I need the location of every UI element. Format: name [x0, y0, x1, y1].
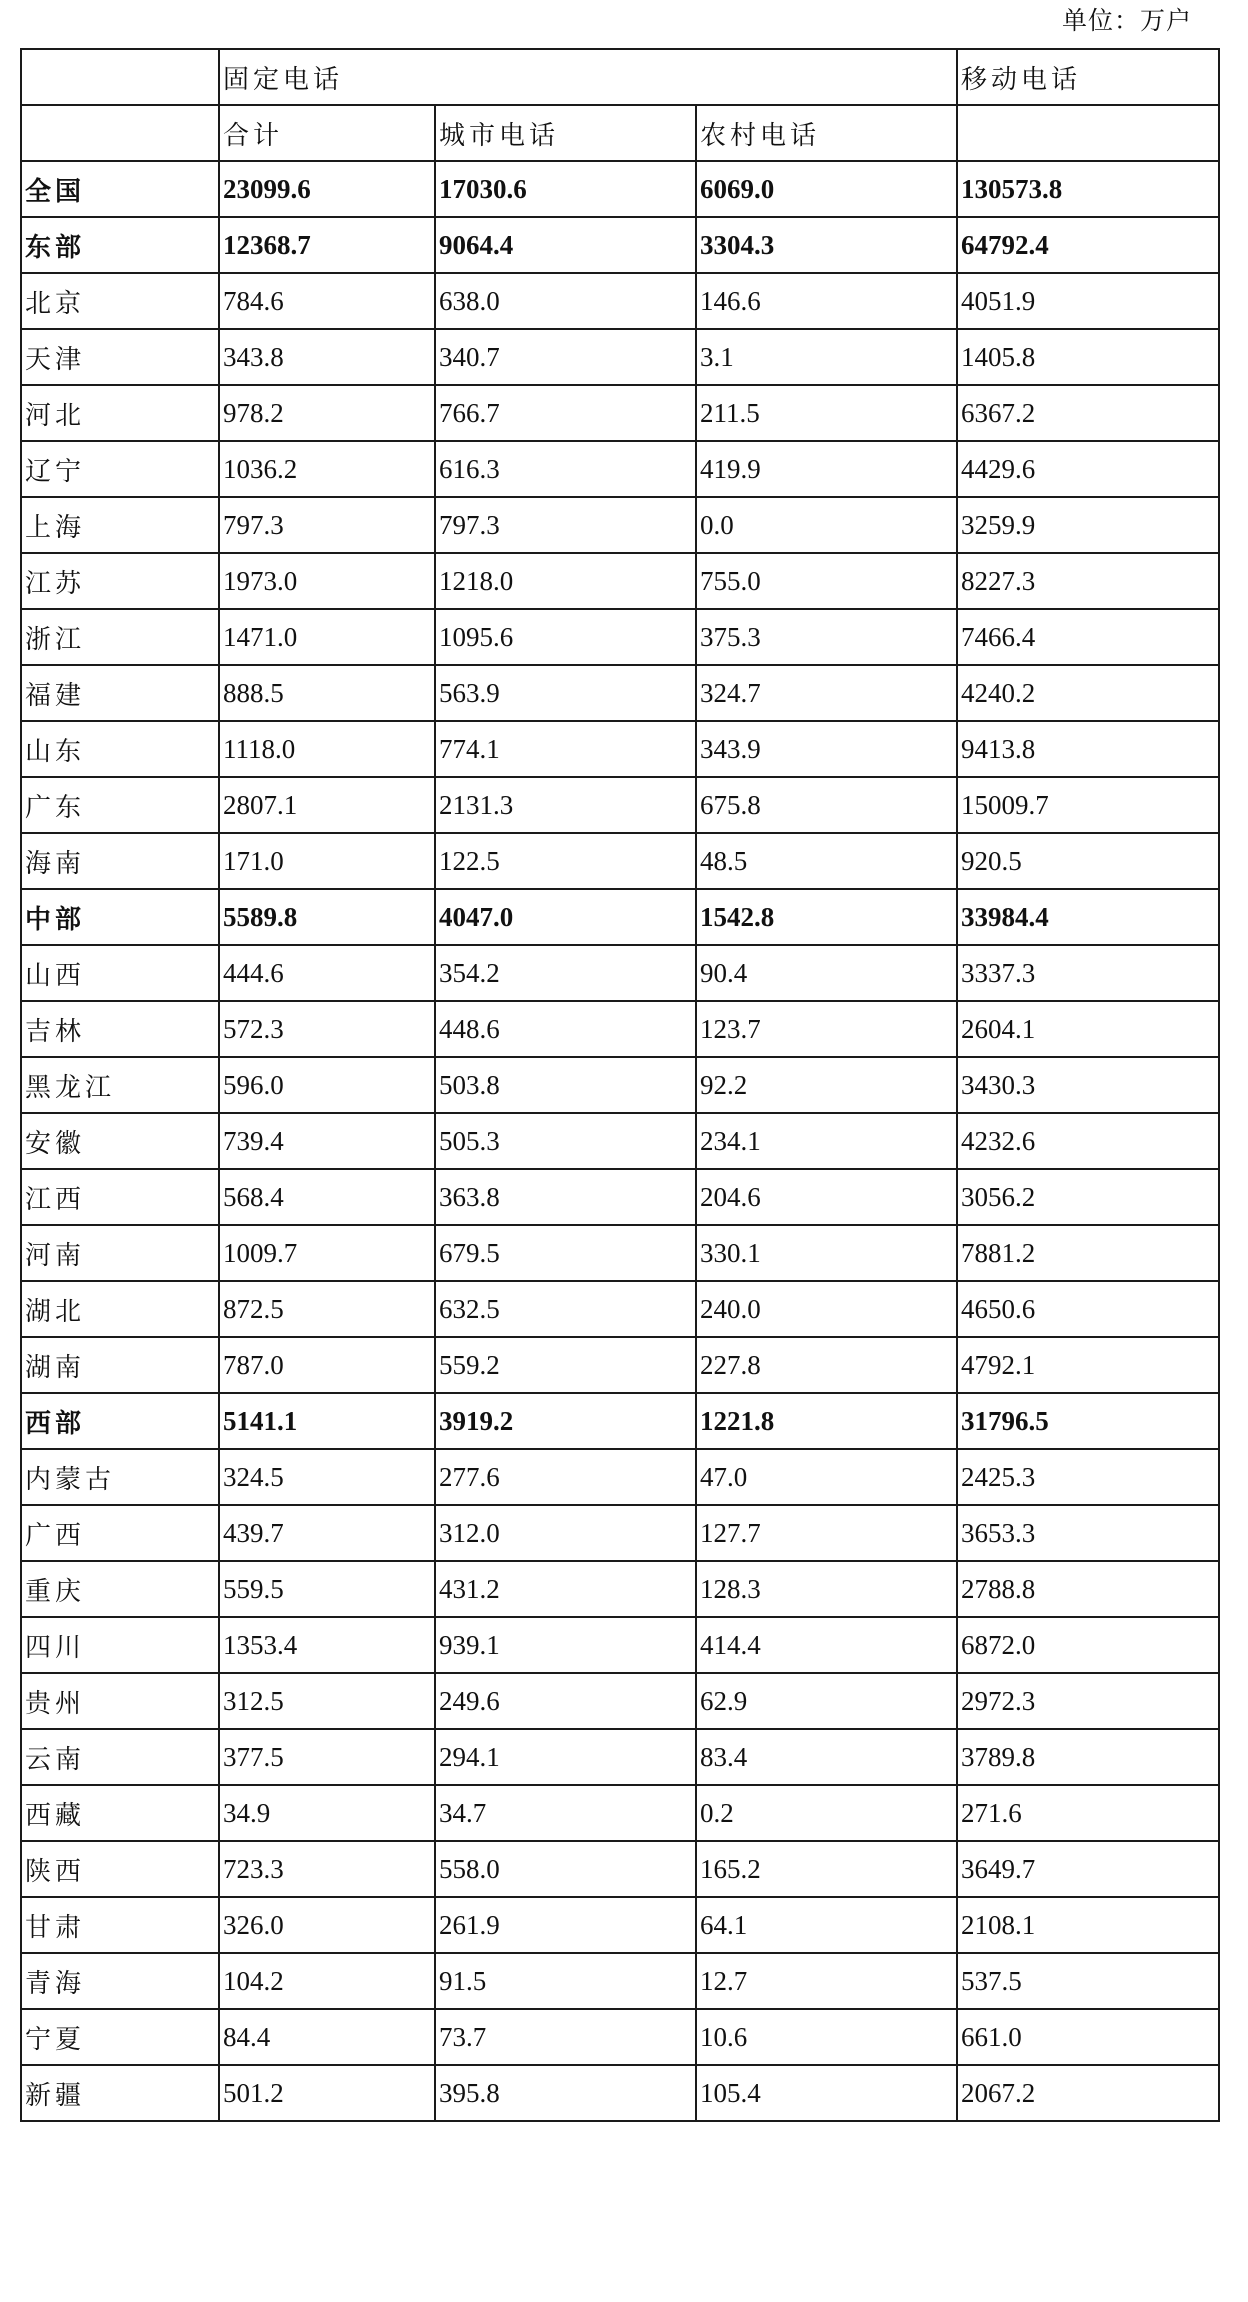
- table-row: [21, 329, 1219, 385]
- urban-cell: 558.0: [435, 1841, 696, 1897]
- rural-cell: 375.3: [696, 609, 957, 665]
- urban-cell: 431.2: [435, 1561, 696, 1617]
- total-cell: 104.2: [219, 1953, 435, 2009]
- region-name-cell: 东部: [21, 217, 219, 273]
- urban-cell: 363.8: [435, 1169, 696, 1225]
- table-row: [21, 609, 1219, 665]
- header-total: 合计: [219, 105, 435, 161]
- rural-cell: 47.0: [696, 1449, 957, 1505]
- rural-cell: 1221.8: [696, 1393, 957, 1449]
- region-name-cell: 北京: [21, 273, 219, 329]
- header-fixed-phone: 固定电话: [219, 49, 957, 105]
- table-row: [21, 2065, 1219, 2121]
- rural-cell: 90.4: [696, 945, 957, 1001]
- urban-cell: 122.5: [435, 833, 696, 889]
- total-cell: 444.6: [219, 945, 435, 1001]
- rural-cell: 92.2: [696, 1057, 957, 1113]
- table-row: [21, 1673, 1219, 1729]
- table-body: [21, 49, 1219, 2121]
- total-cell: 5589.8: [219, 889, 435, 945]
- rural-cell: 146.6: [696, 273, 957, 329]
- mobile-cell: 537.5: [957, 1953, 1219, 2009]
- region-name-cell: 新疆: [21, 2065, 219, 2121]
- total-cell: 34.9: [219, 1785, 435, 1841]
- urban-cell: 797.3: [435, 497, 696, 553]
- mobile-cell: 4429.6: [957, 441, 1219, 497]
- mobile-cell: 33984.4: [957, 889, 1219, 945]
- unit-label: 单位：万户: [1061, 6, 1192, 35]
- region-name-cell: 全国: [21, 161, 219, 217]
- table-row: [21, 1225, 1219, 1281]
- mobile-cell: 271.6: [957, 1785, 1219, 1841]
- table-row: [21, 1729, 1219, 1785]
- region-name-cell: 黑龙江: [21, 1057, 219, 1113]
- rural-cell: 83.4: [696, 1729, 957, 1785]
- table-row: [21, 1113, 1219, 1169]
- urban-cell: 277.6: [435, 1449, 696, 1505]
- header-row-1: [21, 49, 1219, 105]
- region-name-cell: 上海: [21, 497, 219, 553]
- total-cell: 559.5: [219, 1561, 435, 1617]
- header-corner-cell: [21, 49, 219, 105]
- urban-cell: 939.1: [435, 1617, 696, 1673]
- rural-cell: 64.1: [696, 1897, 957, 1953]
- table-row: [21, 497, 1219, 553]
- mobile-cell: 64792.4: [957, 217, 1219, 273]
- rural-cell: 675.8: [696, 777, 957, 833]
- region-name-cell: 吉林: [21, 1001, 219, 1057]
- urban-cell: 505.3: [435, 1113, 696, 1169]
- header-empty-cell: [21, 105, 219, 161]
- urban-cell: 261.9: [435, 1897, 696, 1953]
- total-cell: 2807.1: [219, 777, 435, 833]
- rural-cell: 128.3: [696, 1561, 957, 1617]
- mobile-cell: 3649.7: [957, 1841, 1219, 1897]
- region-name-cell: 福建: [21, 665, 219, 721]
- total-cell: 797.3: [219, 497, 435, 553]
- urban-cell: 632.5: [435, 1281, 696, 1337]
- urban-cell: 563.9: [435, 665, 696, 721]
- rural-cell: 10.6: [696, 2009, 957, 2065]
- table-row: [21, 1785, 1219, 1841]
- region-name-cell: 江西: [21, 1169, 219, 1225]
- region-name-cell: 甘肃: [21, 1897, 219, 1953]
- mobile-cell: 661.0: [957, 2009, 1219, 2065]
- table-row: [21, 889, 1219, 945]
- table-row: [21, 1561, 1219, 1617]
- total-cell: 171.0: [219, 833, 435, 889]
- table-row: [21, 1505, 1219, 1561]
- region-name-cell: 宁夏: [21, 2009, 219, 2065]
- rural-cell: 165.2: [696, 1841, 957, 1897]
- urban-cell: 354.2: [435, 945, 696, 1001]
- table-row: [21, 217, 1219, 273]
- table-row: [21, 553, 1219, 609]
- mobile-cell: 6367.2: [957, 385, 1219, 441]
- mobile-cell: 2788.8: [957, 1561, 1219, 1617]
- mobile-cell: 4240.2: [957, 665, 1219, 721]
- table-row: [21, 441, 1219, 497]
- total-cell: 343.8: [219, 329, 435, 385]
- table-row: [21, 1057, 1219, 1113]
- total-cell: 1973.0: [219, 553, 435, 609]
- total-cell: 888.5: [219, 665, 435, 721]
- region-name-cell: 贵州: [21, 1673, 219, 1729]
- table-row: [21, 385, 1219, 441]
- total-cell: 596.0: [219, 1057, 435, 1113]
- region-name-cell: 广东: [21, 777, 219, 833]
- region-name-cell: 浙江: [21, 609, 219, 665]
- rural-cell: 6069.0: [696, 161, 957, 217]
- telephone-subscribers-table: [20, 48, 1220, 2122]
- header-urban: 城市电话: [435, 105, 696, 161]
- total-cell: 1118.0: [219, 721, 435, 777]
- urban-cell: 91.5: [435, 1953, 696, 2009]
- rural-cell: 755.0: [696, 553, 957, 609]
- mobile-cell: 2972.3: [957, 1673, 1219, 1729]
- table-row: [21, 945, 1219, 1001]
- table-row: [21, 1617, 1219, 1673]
- table-row: [21, 1001, 1219, 1057]
- region-name-cell: 山东: [21, 721, 219, 777]
- region-name-cell: 天津: [21, 329, 219, 385]
- region-name-cell: 青海: [21, 1953, 219, 2009]
- table-row: [21, 161, 1219, 217]
- urban-cell: 448.6: [435, 1001, 696, 1057]
- total-cell: 568.4: [219, 1169, 435, 1225]
- urban-cell: 638.0: [435, 273, 696, 329]
- total-cell: 739.4: [219, 1113, 435, 1169]
- total-cell: 1353.4: [219, 1617, 435, 1673]
- table-row: [21, 1281, 1219, 1337]
- total-cell: 1009.7: [219, 1225, 435, 1281]
- region-name-cell: 四川: [21, 1617, 219, 1673]
- mobile-cell: 15009.7: [957, 777, 1219, 833]
- mobile-cell: 3056.2: [957, 1169, 1219, 1225]
- total-cell: 326.0: [219, 1897, 435, 1953]
- mobile-cell: 8227.3: [957, 553, 1219, 609]
- rural-cell: 3.1: [696, 329, 957, 385]
- total-cell: 787.0: [219, 1337, 435, 1393]
- region-name-cell: 西藏: [21, 1785, 219, 1841]
- region-name-cell: 湖北: [21, 1281, 219, 1337]
- urban-cell: 73.7: [435, 2009, 696, 2065]
- table-row: [21, 273, 1219, 329]
- region-name-cell: 河南: [21, 1225, 219, 1281]
- rural-cell: 123.7: [696, 1001, 957, 1057]
- region-name-cell: 河北: [21, 385, 219, 441]
- rural-cell: 105.4: [696, 2065, 957, 2121]
- total-cell: 377.5: [219, 1729, 435, 1785]
- urban-cell: 2131.3: [435, 777, 696, 833]
- mobile-cell: 2108.1: [957, 1897, 1219, 1953]
- region-name-cell: 内蒙古: [21, 1449, 219, 1505]
- urban-cell: 774.1: [435, 721, 696, 777]
- total-cell: 12368.7: [219, 217, 435, 273]
- header-rural: 农村电话: [696, 105, 957, 161]
- mobile-cell: 2604.1: [957, 1001, 1219, 1057]
- mobile-cell: 6872.0: [957, 1617, 1219, 1673]
- rural-cell: 324.7: [696, 665, 957, 721]
- total-cell: 324.5: [219, 1449, 435, 1505]
- rural-cell: 240.0: [696, 1281, 957, 1337]
- rural-cell: 0.0: [696, 497, 957, 553]
- mobile-cell: 3789.8: [957, 1729, 1219, 1785]
- mobile-cell: 920.5: [957, 833, 1219, 889]
- urban-cell: 17030.6: [435, 161, 696, 217]
- total-cell: 5141.1: [219, 1393, 435, 1449]
- urban-cell: 294.1: [435, 1729, 696, 1785]
- total-cell: 1036.2: [219, 441, 435, 497]
- table-row: [21, 1393, 1219, 1449]
- total-cell: 978.2: [219, 385, 435, 441]
- rural-cell: 414.4: [696, 1617, 957, 1673]
- rural-cell: 204.6: [696, 1169, 957, 1225]
- total-cell: 784.6: [219, 273, 435, 329]
- total-cell: 312.5: [219, 1673, 435, 1729]
- mobile-cell: 4232.6: [957, 1113, 1219, 1169]
- total-cell: 501.2: [219, 2065, 435, 2121]
- mobile-cell: 7881.2: [957, 1225, 1219, 1281]
- mobile-cell: 4792.1: [957, 1337, 1219, 1393]
- table-row: [21, 777, 1219, 833]
- rural-cell: 62.9: [696, 1673, 957, 1729]
- region-name-cell: 广西: [21, 1505, 219, 1561]
- urban-cell: 503.8: [435, 1057, 696, 1113]
- region-name-cell: 辽宁: [21, 441, 219, 497]
- urban-cell: 559.2: [435, 1337, 696, 1393]
- mobile-cell: 3337.3: [957, 945, 1219, 1001]
- table-row: [21, 1953, 1219, 2009]
- total-cell: 1471.0: [219, 609, 435, 665]
- urban-cell: 766.7: [435, 385, 696, 441]
- total-cell: 23099.6: [219, 161, 435, 217]
- table-row: [21, 1449, 1219, 1505]
- rural-cell: 419.9: [696, 441, 957, 497]
- region-name-cell: 江苏: [21, 553, 219, 609]
- rural-cell: 1542.8: [696, 889, 957, 945]
- region-name-cell: 西部: [21, 1393, 219, 1449]
- urban-cell: 616.3: [435, 441, 696, 497]
- region-name-cell: 陕西: [21, 1841, 219, 1897]
- total-cell: 84.4: [219, 2009, 435, 2065]
- region-name-cell: 中部: [21, 889, 219, 945]
- rural-cell: 227.8: [696, 1337, 957, 1393]
- region-name-cell: 山西: [21, 945, 219, 1001]
- rural-cell: 234.1: [696, 1113, 957, 1169]
- total-cell: 439.7: [219, 1505, 435, 1561]
- urban-cell: 1095.6: [435, 609, 696, 665]
- rural-cell: 211.5: [696, 385, 957, 441]
- mobile-cell: 3430.3: [957, 1057, 1219, 1113]
- rural-cell: 0.2: [696, 1785, 957, 1841]
- urban-cell: 395.8: [435, 2065, 696, 2121]
- region-name-cell: 湖南: [21, 1337, 219, 1393]
- table-row: [21, 1337, 1219, 1393]
- mobile-cell: 130573.8: [957, 161, 1219, 217]
- header-mobile-empty-cell: [957, 105, 1219, 161]
- table-row: [21, 1897, 1219, 1953]
- mobile-cell: 4650.6: [957, 1281, 1219, 1337]
- region-name-cell: 海南: [21, 833, 219, 889]
- mobile-cell: 3259.9: [957, 497, 1219, 553]
- table-row: [21, 2009, 1219, 2065]
- urban-cell: 249.6: [435, 1673, 696, 1729]
- mobile-cell: 7466.4: [957, 609, 1219, 665]
- mobile-cell: 1405.8: [957, 329, 1219, 385]
- total-cell: 723.3: [219, 1841, 435, 1897]
- table-row: [21, 721, 1219, 777]
- rural-cell: 127.7: [696, 1505, 957, 1561]
- rural-cell: 330.1: [696, 1225, 957, 1281]
- mobile-cell: 2425.3: [957, 1449, 1219, 1505]
- urban-cell: 3919.2: [435, 1393, 696, 1449]
- header-row-2: [21, 105, 1219, 161]
- urban-cell: 4047.0: [435, 889, 696, 945]
- mobile-cell: 9413.8: [957, 721, 1219, 777]
- mobile-cell: 31796.5: [957, 1393, 1219, 1449]
- table-row: [21, 1169, 1219, 1225]
- mobile-cell: 3653.3: [957, 1505, 1219, 1561]
- total-cell: 872.5: [219, 1281, 435, 1337]
- rural-cell: 343.9: [696, 721, 957, 777]
- table-row: [21, 665, 1219, 721]
- header-mobile-phone: 移动电话: [957, 49, 1219, 105]
- total-cell: 572.3: [219, 1001, 435, 1057]
- region-name-cell: 重庆: [21, 1561, 219, 1617]
- rural-cell: 12.7: [696, 1953, 957, 2009]
- mobile-cell: 4051.9: [957, 273, 1219, 329]
- region-name-cell: 云南: [21, 1729, 219, 1785]
- urban-cell: 340.7: [435, 329, 696, 385]
- table-row: [21, 1841, 1219, 1897]
- urban-cell: 312.0: [435, 1505, 696, 1561]
- table-row: [21, 833, 1219, 889]
- region-name-cell: 安徽: [21, 1113, 219, 1169]
- urban-cell: 1218.0: [435, 553, 696, 609]
- urban-cell: 679.5: [435, 1225, 696, 1281]
- urban-cell: 34.7: [435, 1785, 696, 1841]
- rural-cell: 3304.3: [696, 217, 957, 273]
- urban-cell: 9064.4: [435, 217, 696, 273]
- rural-cell: 48.5: [696, 833, 957, 889]
- mobile-cell: 2067.2: [957, 2065, 1219, 2121]
